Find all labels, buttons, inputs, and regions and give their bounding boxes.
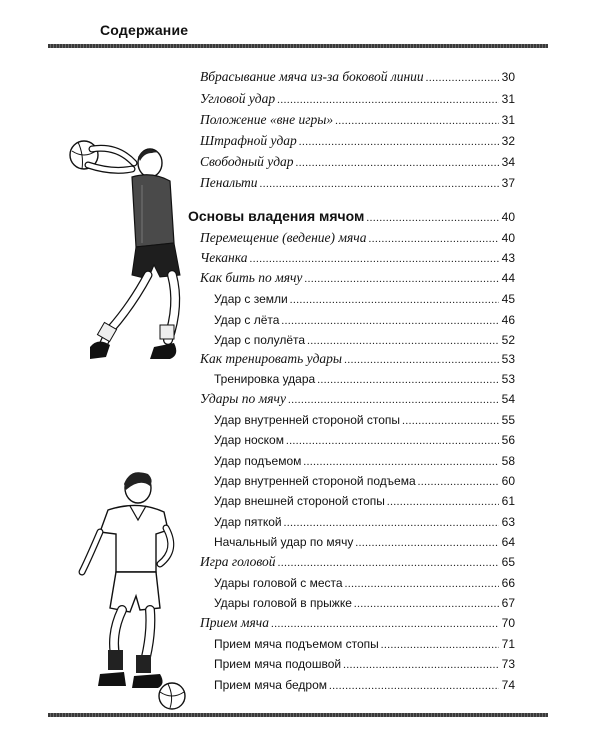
page-title: Содержание — [100, 22, 189, 38]
toc-entry-page: 34 — [501, 155, 515, 169]
toc-entry-page: 56 — [501, 433, 515, 447]
toc-entry-page: 30 — [501, 70, 515, 84]
toc-entry-label: Удар с полулёта — [214, 333, 306, 347]
dot-leader — [296, 153, 499, 173]
dot-leader — [345, 574, 499, 594]
toc-entry-label: Угловой удар — [200, 91, 276, 106]
toc-entry-page: 66 — [501, 576, 515, 590]
toc-entry-label: Прием мяча — [200, 615, 269, 630]
toc-entry-page: 64 — [501, 535, 515, 549]
dot-leader — [317, 370, 498, 390]
footer-rule — [48, 713, 548, 717]
toc-entry-page: 55 — [501, 413, 515, 427]
toc-entry-page: 74 — [501, 678, 515, 692]
toc-entry[interactable] — [200, 152, 515, 172]
dot-leader — [366, 208, 498, 228]
dot-leader — [277, 90, 499, 110]
toc-entry-label: Пенальти — [200, 175, 258, 190]
toc-entry[interactable] — [200, 173, 515, 193]
toc-entry[interactable] — [200, 349, 515, 369]
toc-entry-page: 40 — [501, 210, 515, 224]
toc-entry[interactable] — [200, 613, 515, 633]
toc-entry[interactable] — [214, 573, 515, 593]
toc-entry[interactable] — [200, 389, 515, 409]
toc-chapter[interactable] — [188, 206, 515, 226]
toc-entry-page: 67 — [501, 596, 515, 610]
toc-entry-label: Удар с земли — [214, 292, 288, 306]
toc-entry[interactable] — [200, 67, 515, 87]
dot-leader — [249, 249, 498, 269]
toc-entry-page: 44 — [501, 271, 515, 285]
toc-entry[interactable] — [214, 430, 515, 450]
toc-entry[interactable] — [200, 228, 515, 248]
toc-entry-label: Удары головой в прыжке — [214, 596, 352, 610]
toc-entry-label: Перемещение (ведение) мяча — [200, 230, 367, 245]
dot-leader — [304, 269, 498, 289]
dot-leader — [344, 350, 499, 370]
toc-entry-page: 31 — [501, 92, 515, 106]
toc-entry-label: Прием мяча бедром — [214, 678, 328, 692]
dot-leader — [387, 492, 499, 512]
toc-entry-label: Положение «вне игры» — [200, 112, 334, 127]
dot-leader — [303, 452, 498, 472]
toc-entry-label: Удар внешней стороной стопы — [214, 494, 385, 508]
toc-entry[interactable] — [214, 532, 515, 552]
toc-entry-label: Свободный удар — [200, 154, 294, 169]
toc-entry-page: 52 — [501, 333, 515, 347]
dot-leader — [278, 553, 499, 573]
toc-entry-page: 60 — [501, 474, 515, 488]
toc-entry-label: Удары по мячу — [200, 391, 286, 406]
toc-entry[interactable] — [214, 369, 515, 389]
dot-leader — [284, 513, 499, 533]
toc-entry-label: Удары головой с места — [214, 576, 343, 590]
toc-entry-label: Удар с лёта — [214, 313, 280, 327]
dot-leader — [286, 431, 499, 451]
dot-leader — [343, 655, 499, 675]
dot-leader — [368, 229, 498, 249]
toc-entry-page: 73 — [501, 657, 515, 671]
toc-entry-label: Удар подъемом — [214, 454, 302, 468]
toc-entry-page: 58 — [501, 454, 515, 468]
toc-entry-label: Начальный удар по мячу — [214, 535, 354, 549]
toc-entry[interactable] — [214, 654, 515, 674]
toc-entry-label: Вбрасывание мяча из-за боковой линии — [200, 69, 424, 84]
toc-entry-page: 71 — [501, 637, 515, 651]
toc-entry[interactable] — [214, 491, 515, 511]
toc-entry-label: Тренировка удара — [214, 372, 316, 386]
dot-leader — [271, 614, 499, 634]
dot-leader — [329, 676, 499, 696]
toc-entry[interactable] — [214, 634, 515, 654]
toc-entry-label: Удар внутренней стороной подъема — [214, 474, 416, 488]
dot-leader — [426, 68, 499, 88]
toc-entry-label: Как бить по мячу — [200, 270, 303, 285]
toc-entry-label: Удар внутренней стороной стопы — [214, 413, 401, 427]
toc-entry-page: 61 — [501, 494, 515, 508]
toc-entry-page: 40 — [501, 231, 515, 245]
toc-entry[interactable] — [200, 131, 515, 151]
toc-entry-page: 37 — [501, 176, 515, 190]
dot-leader — [281, 311, 498, 331]
toc-entry-label: Штрафной удар — [200, 133, 297, 148]
toc-entry-label: Игра головой — [200, 554, 276, 569]
toc-entry[interactable] — [214, 471, 515, 491]
toc-entry-label: Чеканка — [200, 250, 248, 265]
dot-leader — [381, 635, 499, 655]
toc-entry-label: Прием мяча подошвой — [214, 657, 342, 671]
toc-entry[interactable] — [200, 89, 515, 109]
toc-entry-page: 46 — [501, 313, 515, 327]
toc-entry[interactable] — [200, 248, 515, 268]
dot-leader — [354, 594, 499, 614]
toc-entry[interactable] — [200, 110, 515, 130]
toc-entry[interactable] — [214, 410, 515, 430]
toc-entry-page: 43 — [501, 251, 515, 265]
toc-entry-label: Как тренировать удары — [200, 351, 343, 366]
toc-chapter-label: Основы владения мячом — [188, 208, 365, 224]
toc-entry[interactable] — [214, 330, 515, 350]
dot-leader — [418, 472, 499, 492]
dot-leader — [288, 390, 499, 410]
toc-entry-label: Прием мяча подъемом стопы — [214, 637, 379, 651]
toc-entry[interactable] — [214, 289, 515, 309]
toc-entry-page: 31 — [501, 113, 515, 127]
toc-entry-page: 65 — [501, 555, 515, 569]
toc-entry[interactable] — [214, 451, 515, 471]
dot-leader — [260, 174, 499, 194]
toc-entry-page: 54 — [501, 392, 515, 406]
toc-entry-page: 70 — [501, 616, 515, 630]
dot-leader — [335, 111, 498, 131]
toc-entry-page: 32 — [501, 134, 515, 148]
toc-entry-page: 53 — [501, 372, 515, 386]
dot-leader — [402, 411, 499, 431]
toc-entry[interactable] — [214, 675, 515, 695]
toc-entry-label: Удар пяткой — [214, 515, 282, 529]
toc-entry-page: 53 — [501, 352, 515, 366]
dot-leader — [355, 533, 498, 553]
toc-entry-label: Удар носком — [214, 433, 284, 447]
dot-leader — [290, 290, 499, 310]
toc-entry-page: 63 — [501, 515, 515, 529]
toc-entry-page: 45 — [501, 292, 515, 306]
dot-leader — [299, 132, 499, 152]
toc-entry[interactable] — [200, 268, 515, 288]
toc-entry[interactable] — [214, 593, 515, 613]
toc-entry[interactable] — [214, 310, 515, 330]
dot-leader — [307, 331, 499, 351]
toc-entry[interactable] — [214, 512, 515, 532]
toc-entry[interactable] — [200, 552, 515, 572]
